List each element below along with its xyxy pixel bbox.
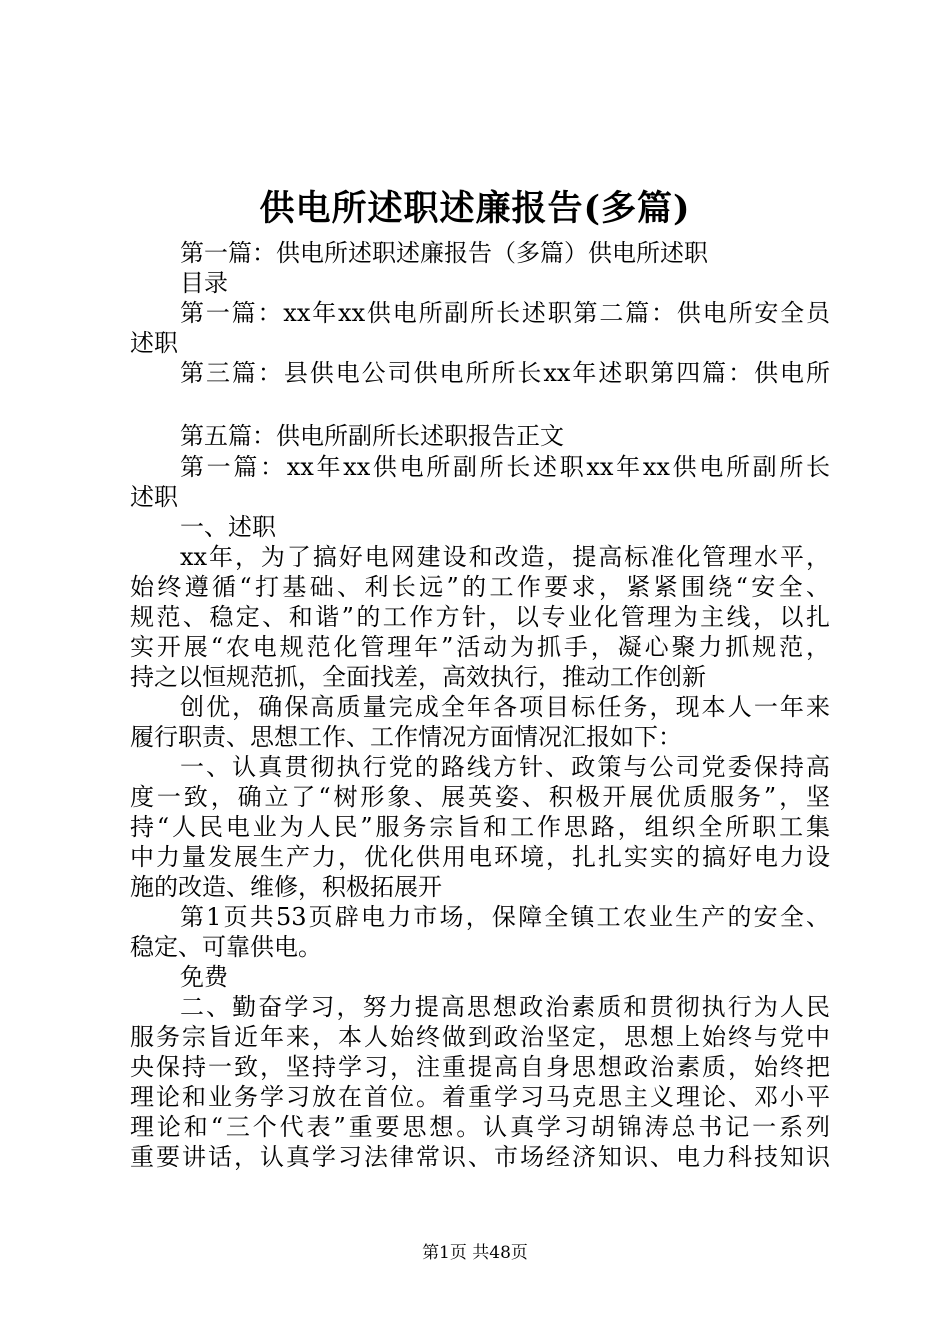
text-line: 第三篇：县供电公司供电所所长xx年述职第四篇：供电所 [180,359,830,387]
text-line: 央保持一致，坚持学习，注重提高自身思想政治素质，始终把 [130,1053,830,1081]
text-line: 中力量发展生产力，优化供用电环境，扎扎实实的搞好电力设 [130,843,830,871]
text-line: 持“人民电业为人民”服务宗旨和工作思路，组织全所职工集 [130,813,830,841]
text-line: 第一篇：xx年xx供电所副所长述职第二篇：供电所安全员 [180,299,830,327]
text-line: 理论和业务学习放在首位。着重学习马克思主义理论、邓小平 [130,1083,830,1111]
text-line: 稳定、可靠供电。 [130,933,322,961]
text-line: 理论和“三个代表”重要思想。认真学习胡锦涛总书记一系列 [130,1113,830,1141]
text-line: 服务宗旨近年来，本人始终做到政治坚定，思想上始终与党中 [130,1023,830,1051]
text-line: 施的改造、维修，积极拓展开 [130,873,442,901]
text-line: 第五篇：供电所副所长述职报告正文 [180,422,564,450]
text-line: 重要讲话，认真学习法律常识、市场经济知识、电力科技知识 [130,1143,830,1171]
text-line: 履行职责、思想工作、工作情况方面情况汇报如下： [130,723,682,751]
text-line: 二、勤奋学习，努力提高思想政治素质和贯彻执行为人民 [180,993,830,1021]
text-line: 目录 [180,269,228,297]
text-line: 实开展“农电规范化管理年”活动为抓手，凝心聚力抓规范， [130,633,830,661]
document-title: 供电所述职述廉报告(多篇) [259,188,691,229]
text-line: 述职 [130,483,178,511]
text-line: 第一篇：xx年xx供电所副所长述职xx年xx供电所副所长 [180,453,830,481]
text-line: 述职 [130,329,178,357]
text-line: 第1页共53页辟电力市场，保障全镇工农业生产的安全、 [180,903,830,931]
text-line: 持之以恒规范抓，全面找差，高效执行，推动工作创新 [130,663,706,691]
text-line: 免费 [180,963,228,991]
page-footer: 第1页 共48页 [422,1243,528,1263]
text-line: 一、认真贯彻执行党的路线方针、政策与公司党委保持高 [180,753,830,781]
text-line: 规范、稳定、和谐”的工作方针，以专业化管理为主线，以扎 [130,603,830,631]
text-line: 创优，确保高质量完成全年各项目标任务，现本人一年来 [180,693,830,721]
text-line: 度一致，确立了“树形象、展英姿、积极开展优质服务”，坚 [130,783,830,811]
text-line: 第一篇：供电所述职述廉报告（多篇）供电所述职 [180,239,708,267]
text-line: xx年，为了搞好电网建设和改造，提高标准化管理水平， [180,543,830,571]
text-line: 始终遵循“打基础、利长远”的工作要求，紧紧围绕“安全、 [130,573,830,601]
section-heading: 一、述职 [180,513,276,541]
